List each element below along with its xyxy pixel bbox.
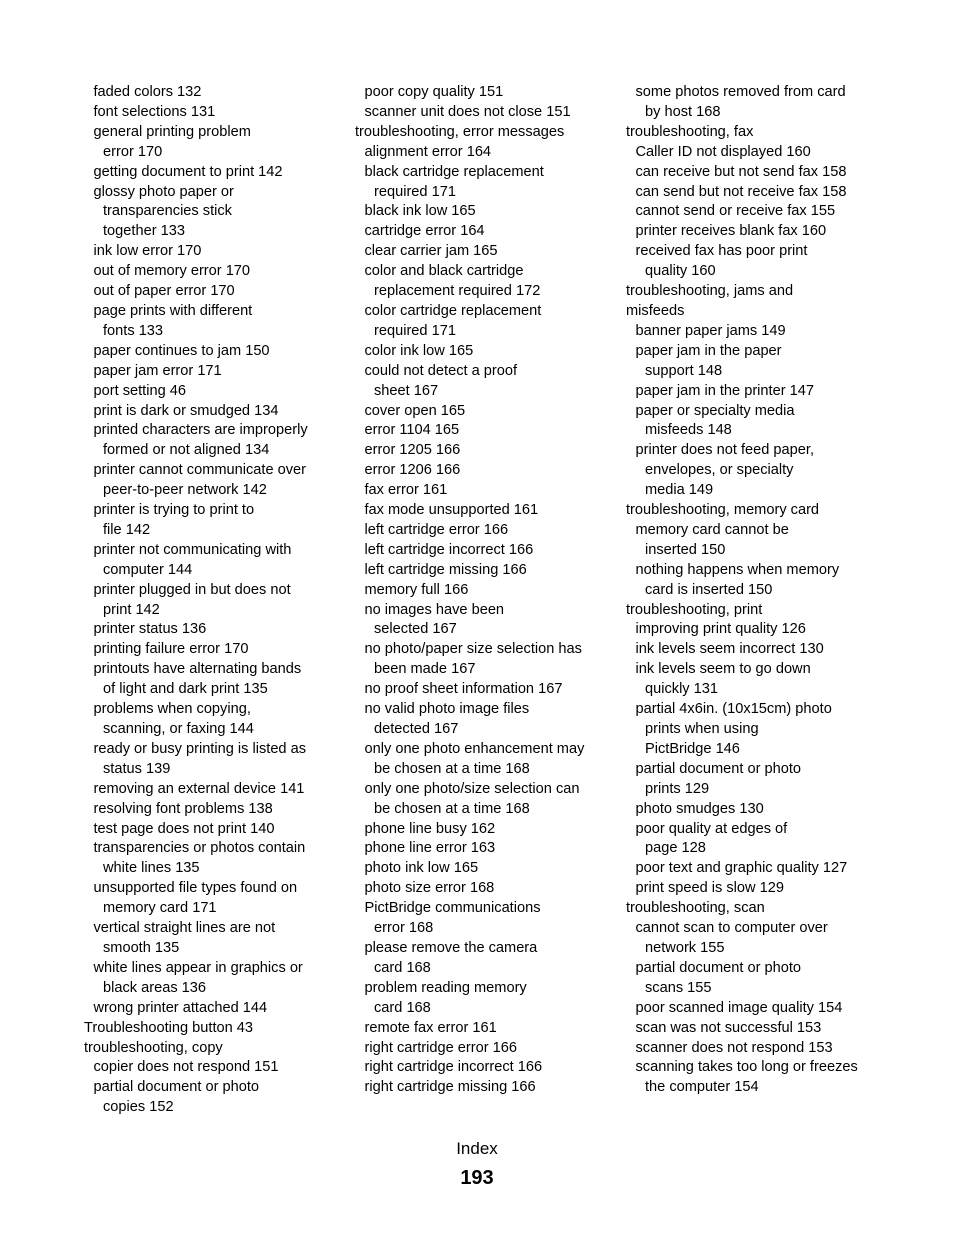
- index-entry: paper continues to jam 150: [93, 342, 270, 359]
- index-entry: printer not communicating with: [93, 541, 292, 558]
- index-entry: selected 167: [374, 621, 457, 638]
- index-entry: left cartridge incorrect 166: [364, 541, 534, 558]
- index-entry: misfeeds 148: [645, 422, 732, 439]
- index-entry: transparencies or photos contain: [93, 840, 306, 857]
- index-entry: right cartridge missing 166: [364, 1079, 536, 1096]
- index-entry: printer cannot communicate over: [93, 462, 307, 479]
- index-entry: phone line busy 162: [364, 820, 496, 837]
- index-entry: alignment error 164: [364, 143, 492, 160]
- index-entry: no valid photo image files: [364, 701, 530, 718]
- index-entry: black cartridge replacement: [364, 163, 544, 180]
- index-entry: problem reading memory: [364, 979, 527, 996]
- index-entry: paper jam error 171: [93, 362, 222, 379]
- index-entry: quality 160: [645, 263, 716, 280]
- index-entry: received fax has poor print: [635, 243, 808, 260]
- index-entry: could not detect a proof: [364, 362, 518, 379]
- index-column-2: [355, 83, 617, 1098]
- index-entry: poor copy quality 151: [364, 84, 504, 100]
- index-entry: misfeeds: [626, 302, 685, 319]
- index-entry: by host 168: [645, 103, 721, 120]
- index-entry: scanning, or faxing 144: [103, 721, 254, 737]
- index-entry: unsupported file types found on: [93, 880, 298, 897]
- index-entry: computer 144: [103, 561, 193, 578]
- footer-section-label: Index: [456, 1139, 498, 1158]
- index-entry: black ink low 165: [364, 203, 476, 220]
- index-entry: printing failure error 170: [93, 641, 249, 658]
- index-entry: right cartridge error 166: [364, 1039, 517, 1056]
- index-entry: paper jam in the paper: [635, 342, 782, 359]
- index-entry: scans 155: [645, 979, 712, 996]
- page-number: 193: [460, 1167, 494, 1189]
- index-entry: can send but not receive fax 158: [635, 183, 847, 200]
- index-entry: page 128: [645, 840, 706, 857]
- index-entry: scan was not successful 153: [635, 1019, 822, 1036]
- index-entry: no photo/paper size selection has: [364, 641, 582, 658]
- index-entry: remote fax error 161: [364, 1019, 497, 1036]
- index-entry: memory card 171: [103, 900, 217, 917]
- index-entry: error 168: [374, 920, 434, 937]
- index-entry: detected 167: [374, 721, 459, 737]
- index-entry: only one photo enhancement may: [364, 740, 585, 757]
- index-entry: poor scanned image quality 154: [635, 999, 843, 1016]
- index-entry: troubleshooting, error messages: [355, 123, 565, 140]
- index-entry: out of memory error 170: [93, 263, 251, 280]
- index-entry: photo smudges 130: [635, 800, 764, 817]
- index-entry: partial document or photo: [635, 760, 801, 777]
- index-entry: printer is trying to print to: [93, 502, 255, 519]
- index-entry: copier does not respond 151: [93, 1059, 279, 1076]
- index-entry: print 142: [103, 601, 160, 618]
- index-entry: white lines appear in graphics or: [93, 959, 303, 976]
- index-entry: wrong printer attached 144: [93, 999, 268, 1016]
- index-entry: formed or not aligned 134: [103, 442, 270, 459]
- index-entry: ink low error 170: [93, 243, 202, 260]
- index-entry: cartridge error 164: [364, 223, 485, 240]
- index-entry: prints when using: [645, 721, 759, 737]
- index-entry: can receive but not send fax 158: [635, 163, 847, 180]
- index-entry: sheet 167: [374, 382, 439, 399]
- index-entry: black areas 136: [103, 979, 207, 996]
- index-entry: ready or busy printing is listed as: [93, 740, 307, 757]
- index-entry: scanner does not respond 153: [635, 1039, 833, 1056]
- index-entry: print is dark or smudged 134: [93, 402, 279, 419]
- index-entry: general printing problem: [93, 123, 251, 140]
- index-entry: troubleshooting, print: [626, 601, 763, 618]
- index-entry: left cartridge missing 166: [364, 561, 527, 578]
- index-entry: no images have been: [364, 601, 505, 618]
- index-entry: printer does not feed paper,: [635, 442, 814, 459]
- index-entry: replacement required 172: [374, 283, 541, 300]
- index-entry: phone line error 163: [364, 840, 496, 857]
- index-entry: troubleshooting, memory card: [626, 502, 820, 519]
- index-entry: glossy photo paper or: [93, 183, 234, 200]
- index-entry: ink levels seem to go down: [635, 661, 811, 678]
- index-entry: inserted 150: [645, 541, 726, 558]
- index-entry: troubleshooting, fax: [626, 123, 754, 140]
- index-entry: copies 152: [103, 1099, 174, 1116]
- index-entry: out of paper error 170: [93, 283, 235, 300]
- index-entry: card 168: [374, 999, 431, 1016]
- index-entry: card 168: [374, 959, 431, 976]
- index-entry: poor text and graphic quality 127: [635, 860, 848, 877]
- index-entry: paper or specialty media: [635, 402, 795, 419]
- index-entry: required 171: [374, 322, 456, 339]
- index-entry: together 133: [103, 223, 185, 240]
- index-entry: transparencies stick: [103, 203, 232, 220]
- index-entry: poor quality at edges of: [635, 820, 788, 837]
- index-entry: of light and dark print 135: [103, 681, 268, 698]
- index-entry: fax mode unsupported 161: [364, 502, 539, 519]
- index-entry: print speed is slow 129: [635, 880, 784, 897]
- index-entry: color ink low 165: [364, 342, 474, 359]
- index-entry: banner paper jams 149: [635, 322, 786, 339]
- index-entry: color and black cartridge: [364, 263, 524, 280]
- index-entry: clear carrier jam 165: [364, 243, 498, 260]
- index-entry: required 171: [374, 183, 456, 200]
- index-entry: cover open 165: [364, 402, 466, 419]
- index-entry: Caller ID not displayed 160: [635, 143, 811, 160]
- index-entry: printer plugged in but does not: [93, 581, 291, 598]
- index-entry: port setting 46: [93, 382, 186, 399]
- index-entry: color cartridge replacement: [364, 302, 542, 319]
- index-entry: error 170: [103, 143, 163, 160]
- index-entry: please remove the camera: [364, 939, 538, 956]
- index-entry: cannot scan to computer over: [635, 920, 828, 937]
- index-entry: troubleshooting, scan: [626, 900, 765, 917]
- index-column-3: [626, 83, 888, 1098]
- index-entry: printed characters are improperly: [93, 422, 308, 439]
- index-entry: page prints with different: [93, 302, 253, 319]
- index-entry: photo ink low 165: [364, 860, 479, 877]
- index-entry: scanner unit does not close 151: [364, 103, 571, 120]
- index-entry: fonts 133: [103, 322, 164, 339]
- index-entry: Troubleshooting button 43: [84, 1019, 254, 1036]
- index-entry: right cartridge incorrect 166: [364, 1059, 543, 1076]
- index-entry: error 1205 166: [364, 442, 461, 459]
- index-entry: font selections 131: [93, 103, 216, 120]
- index-entry: only one photo/size selection can: [364, 780, 580, 797]
- index-entry: cannot send or receive fax 155: [635, 203, 836, 220]
- index-entry: some photos removed from card: [635, 84, 846, 100]
- index-entry: been made 167: [374, 661, 476, 678]
- index-entry: memory card cannot be: [635, 521, 789, 538]
- index-entry: PictBridge communications: [364, 900, 541, 917]
- index-entry: photo size error 168: [364, 880, 495, 897]
- index-entry: network 155: [645, 939, 725, 956]
- index-entry: resolving font problems 138: [93, 800, 273, 817]
- index-entry: prints 129: [645, 780, 710, 797]
- index-entry: printouts have alternating bands: [93, 661, 302, 678]
- index-entry: partial 4x6in. (10x15cm) photo: [635, 701, 832, 718]
- index-entry: be chosen at a time 168: [374, 760, 530, 777]
- index-entry: removing an external device 141: [93, 780, 305, 797]
- index-entry: left cartridge error 166: [364, 521, 509, 538]
- index-entry: improving print quality 126: [635, 621, 806, 638]
- index-entry: be chosen at a time 168: [374, 800, 530, 817]
- index-entry: white lines 135: [103, 860, 200, 877]
- index-entry: support 148: [645, 362, 723, 379]
- index-entry: troubleshooting, copy: [84, 1039, 223, 1056]
- index-entry: PictBridge 146: [645, 740, 740, 757]
- index-entry: troubleshooting, jams and: [626, 283, 794, 300]
- index-entry: peer-to-peer network 142: [103, 482, 267, 499]
- index-entry: error 1104 165: [364, 422, 460, 439]
- index-entry: partial document or photo: [635, 959, 801, 976]
- index-entry: vertical straight lines are not: [93, 920, 276, 937]
- index-entry: ink levels seem incorrect 130: [635, 641, 824, 658]
- index-entry: file 142: [103, 521, 151, 538]
- index-entry: test page does not print 140: [93, 820, 275, 837]
- index-entry: getting document to print 142: [93, 163, 283, 180]
- index-entry: problems when copying,: [93, 701, 251, 718]
- index-entry: status 139: [103, 760, 171, 777]
- index-column-1: [84, 83, 346, 1118]
- index-entry: memory full 166: [364, 581, 469, 598]
- index-entry: faded colors 132: [93, 84, 202, 100]
- index-entry: printer status 136: [93, 621, 207, 638]
- index-entry: smooth 135: [103, 939, 180, 956]
- index-entry: card is inserted 150: [645, 581, 773, 598]
- index-entry: partial document or photo: [93, 1079, 259, 1096]
- index-entry: scanning takes too long or freezes: [635, 1059, 858, 1076]
- index-entry: quickly 131: [645, 681, 719, 698]
- index-entry: envelopes, or specialty: [645, 462, 794, 479]
- index-entry: error 1206 166: [364, 462, 461, 479]
- index-entry: nothing happens when memory: [635, 561, 840, 578]
- index-entry: the computer 154: [645, 1079, 759, 1096]
- index-entry: paper jam in the printer 147: [635, 382, 814, 399]
- index-entry: fax error 161: [364, 482, 448, 499]
- index-entry: media 149: [645, 482, 714, 499]
- index-entry: no proof sheet information 167: [364, 681, 563, 698]
- index-entry: printer receives blank fax 160: [635, 223, 827, 240]
